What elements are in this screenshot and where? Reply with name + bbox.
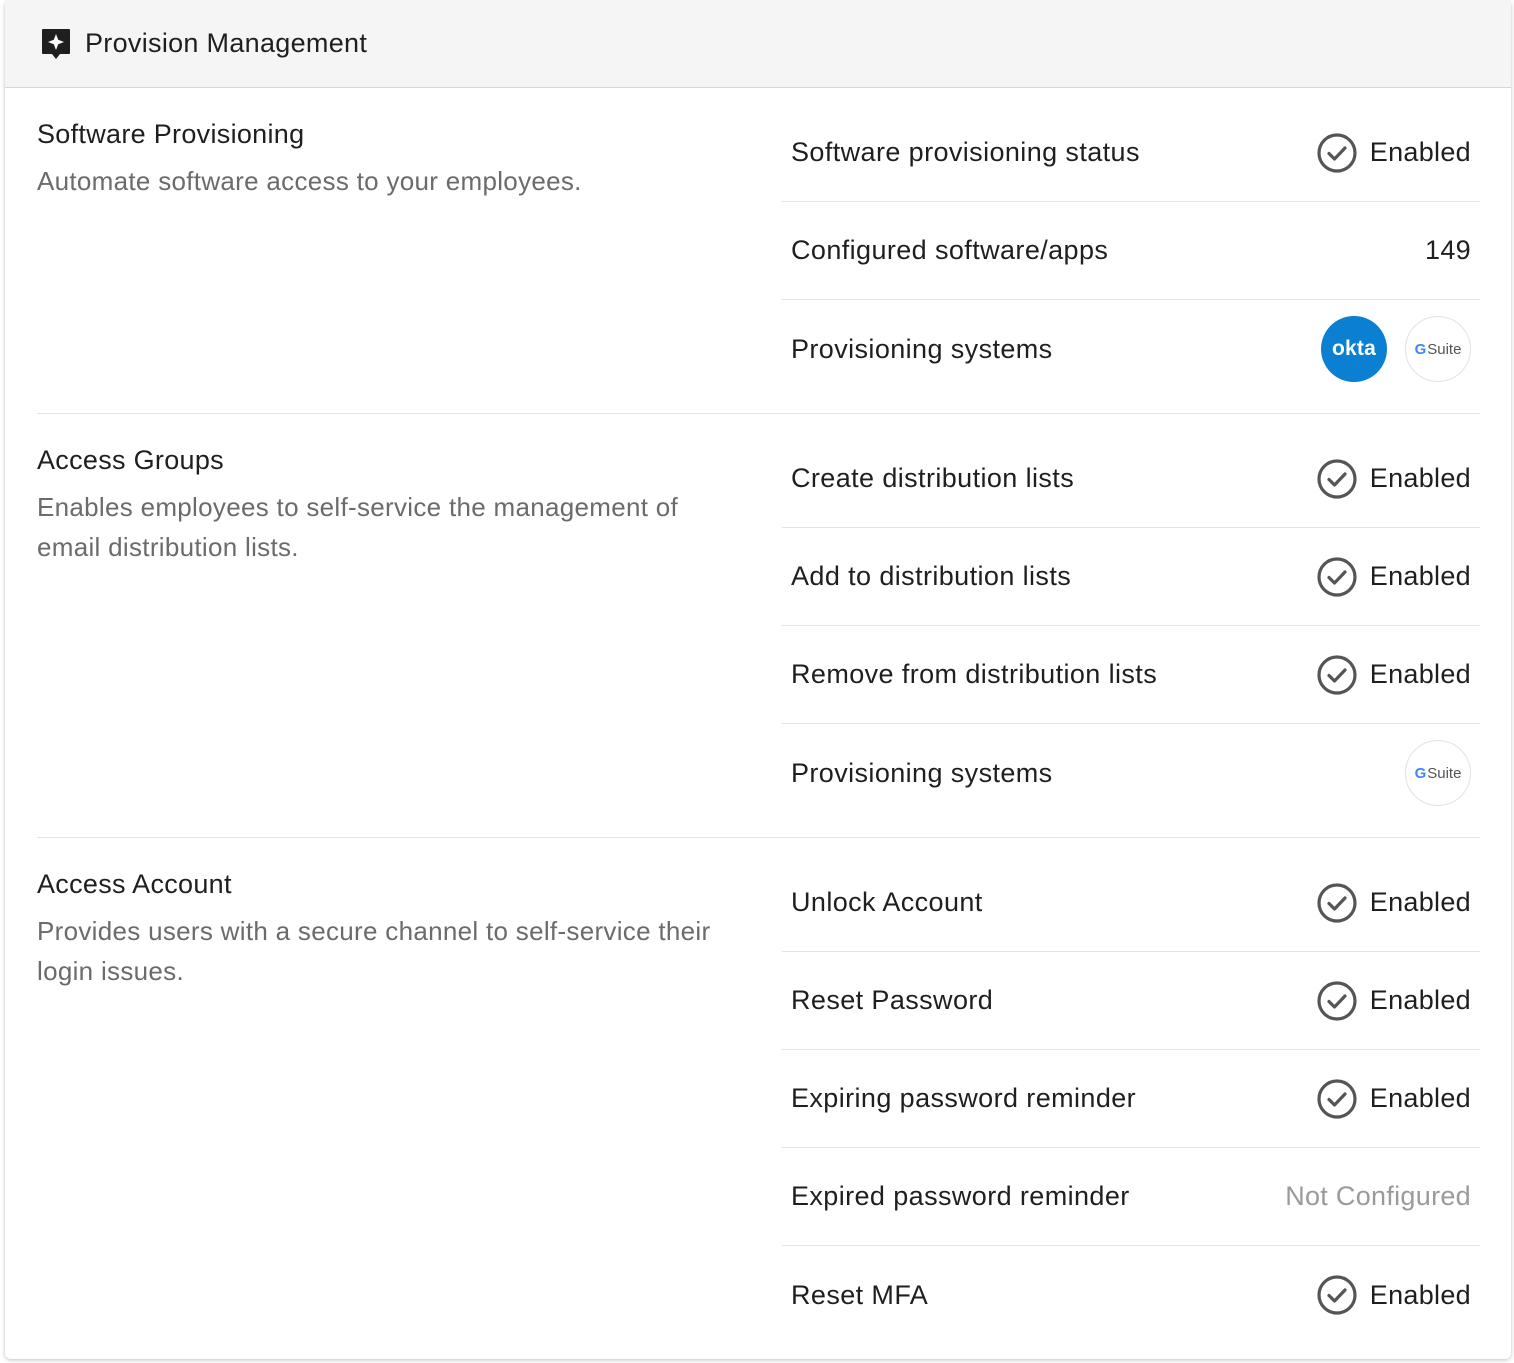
row-label: Expiring password reminder xyxy=(791,1083,1137,1113)
page-title: Provision Management xyxy=(85,28,368,58)
check-circle-icon xyxy=(1316,458,1358,500)
status-text: Enabled xyxy=(1369,137,1471,167)
row-label: Reset MFA xyxy=(791,1279,929,1310)
status-badge xyxy=(1316,556,1471,598)
status-badge xyxy=(1316,132,1471,174)
section-title: Software Provisioning xyxy=(37,119,305,149)
status-badge xyxy=(1316,1078,1471,1120)
settings-row xyxy=(782,626,1480,724)
settings-row xyxy=(782,854,1480,952)
settings-row xyxy=(782,1050,1480,1148)
row-label: Provisioning systems xyxy=(791,333,1053,364)
settings-row xyxy=(782,300,1480,398)
status-badge xyxy=(1316,1274,1471,1316)
settings-row xyxy=(782,528,1480,626)
status-text: Enabled xyxy=(1369,985,1471,1015)
check-circle-icon xyxy=(1316,980,1358,1022)
settings-row xyxy=(782,1148,1480,1246)
status-not-configured: Not Configured xyxy=(1285,1181,1471,1211)
section-description: Automate software access to your employees. xyxy=(37,166,582,196)
gsuite-logo: G Suite xyxy=(1405,740,1471,806)
check-circle-icon xyxy=(1316,556,1358,598)
section-info xyxy=(37,443,737,567)
section-divider xyxy=(37,837,1480,838)
settings-row xyxy=(782,952,1480,1050)
settings-list xyxy=(782,854,1480,1344)
check-circle-icon xyxy=(1316,654,1358,696)
row-label: Software provisioning status xyxy=(791,137,1140,167)
provision-management-card xyxy=(5,0,1511,1359)
row-label: Add to distribution lists xyxy=(791,561,1072,591)
settings-row xyxy=(782,1246,1480,1344)
count-value: 149 xyxy=(1425,235,1471,265)
status-text: Enabled xyxy=(1369,1279,1471,1310)
check-circle-icon xyxy=(1316,882,1358,924)
row-label: Reset Password xyxy=(791,985,994,1015)
section-info xyxy=(37,867,737,991)
status-text: Enabled xyxy=(1369,1083,1471,1113)
row-label: Configured software/apps xyxy=(791,235,1109,265)
provisioning-systems-logos xyxy=(1321,316,1471,382)
check-circle-icon xyxy=(1316,1274,1358,1316)
check-circle-icon xyxy=(1316,132,1358,174)
row-label: Unlock Account xyxy=(791,887,983,917)
settings-row xyxy=(782,724,1480,822)
status-text: Enabled xyxy=(1369,463,1471,493)
status-badge xyxy=(1316,654,1471,696)
section-title: Access Groups xyxy=(37,445,224,475)
settings-row xyxy=(782,430,1480,528)
section-divider xyxy=(37,413,1480,414)
section-info xyxy=(37,117,737,201)
settings-row xyxy=(782,104,1480,202)
settings-list xyxy=(782,104,1480,398)
gsuite-logo: G Suite xyxy=(1405,316,1471,382)
check-circle-icon xyxy=(1316,1078,1358,1120)
status-badge xyxy=(1316,458,1471,500)
row-label: Create distribution lists xyxy=(791,463,1075,493)
row-label: Remove from distribution lists xyxy=(791,659,1158,689)
status-text: Enabled xyxy=(1369,887,1471,917)
row-label: Expired password reminder xyxy=(791,1181,1130,1211)
status-text: Enabled xyxy=(1369,659,1471,689)
card-header xyxy=(5,0,1511,88)
okta-logo: okta xyxy=(1321,316,1387,382)
settings-row xyxy=(782,202,1480,300)
section-description: Provides users with a secure channel to self-service their login issues. xyxy=(37,916,711,986)
section-description: Enables employees to self-service the management of email distribution lists. xyxy=(37,492,679,562)
status-text: Enabled xyxy=(1369,561,1471,591)
status-badge xyxy=(1316,882,1471,924)
settings-list xyxy=(782,430,1480,822)
sparkle-badge-icon xyxy=(39,27,73,61)
section-title: Access Account xyxy=(37,869,232,899)
row-label: Provisioning systems xyxy=(791,757,1053,788)
provisioning-systems-logos xyxy=(1405,740,1471,806)
status-badge xyxy=(1316,980,1471,1022)
